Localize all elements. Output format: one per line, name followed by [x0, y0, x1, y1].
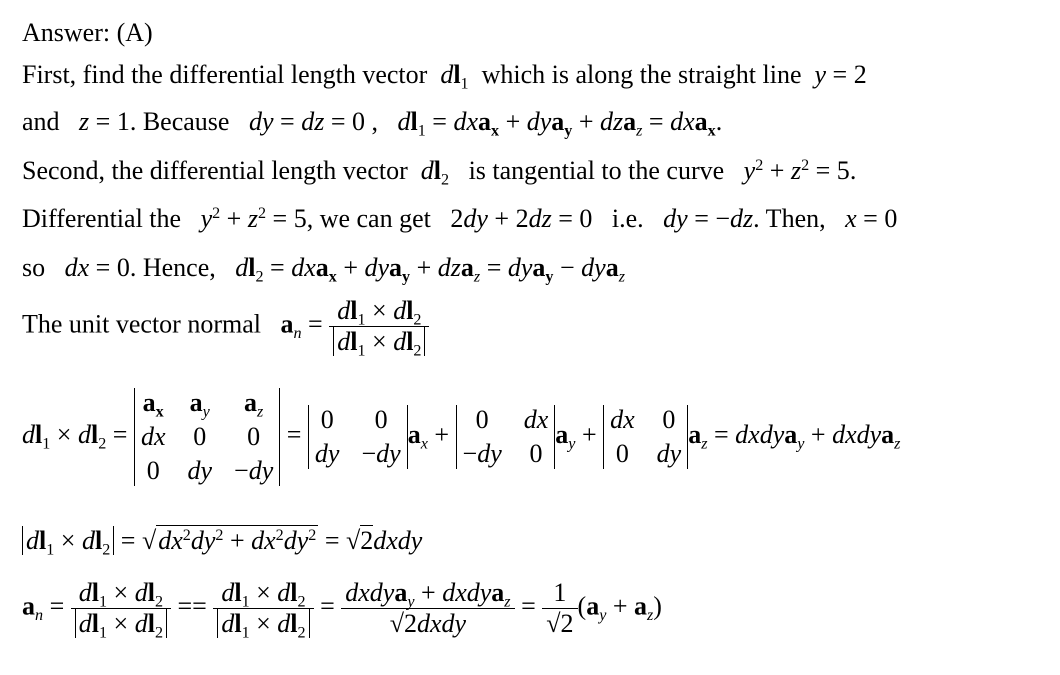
unit-normal-label: The unit vector normal: [22, 309, 261, 339]
paragraph-line-3: Second, the differential length vector $dl_2$ is tangential to the curve $y^2 + z^2 = 5$.: [22, 156, 857, 189]
paragraph-line-2: and z = 1. Because dy = dz = 0 , $dl_1 = dxa_x + dya_y + dza_z = dxa_x$.: [22, 107, 723, 140]
answer-text: Answer: (A): [22, 18, 153, 47]
paragraph-line-5: so dx = 0. Hence, $dl_2 = dxa_x + dya_y + dza_z = dya_y - dya_z$: [22, 253, 625, 286]
sqrt-expression: $√dx^2dy^2 + dx^2dy^2$: [141, 526, 317, 555]
determinant-3x3: $a_x$ $a_y$ $a_z$ dx 0 0 0 dy −dy: [134, 388, 280, 486]
determinant-y: 0 dx −dy 0: [456, 405, 556, 469]
determinant-x: 0 0 dy −dy: [308, 405, 408, 469]
paragraph-line-1: First, find the differential length vector $dl_1$ which is along the straight line y = 2: [22, 60, 867, 93]
unit-normal-definition: The unit vector normal $a_n$ = $\frac{dl_1 \times dl_2}{dl_1 \times dl_2}$: [22, 298, 429, 355]
magnitude-equation: $dl_1 \times dl_2 = √dx^2dy^2 + dx^2dy^2$ = √2dxdy: [22, 528, 422, 554]
final-result-equation: $a_n$ = $\frac{dl_1 \times dl_2}{dl_1 \times dl_2}$ == $\frac{dl_1 \times dl_2}{dl_1 \times dl_2}$ = $\frac{dxdya_y + dxdya_z}{\text{√2dxdy}}$ = $\frac{1}{√2}$ $(a_y + a_z)$: [22, 578, 662, 642]
determinant-z: dx 0 0 dy: [603, 405, 688, 469]
paragraph-line-4: Differential the $y^2 + z^2 = 5$, we can get 2dy + 2dz = 0 i.e. dy = −dz. Then, x = 0: [22, 204, 898, 233]
answer-line: [22, 20, 153, 46]
unit-normal-fraction: $\frac{dl_1 \times dl_2}{dl_1 \times dl_2}$: [329, 298, 429, 355]
cross-product-equation: $dl_1 \times dl_2$ = $a_x$ $a_y$ $a_z$ dx 0 0 0 dy −dy = 0 0 dy −dy $a_x$ + 0 dx −dy 0 $a_y$ + dx 0 0 dy $a_z$ = dxdya$_y$ + dxdya$_z$: [22, 388, 901, 485]
